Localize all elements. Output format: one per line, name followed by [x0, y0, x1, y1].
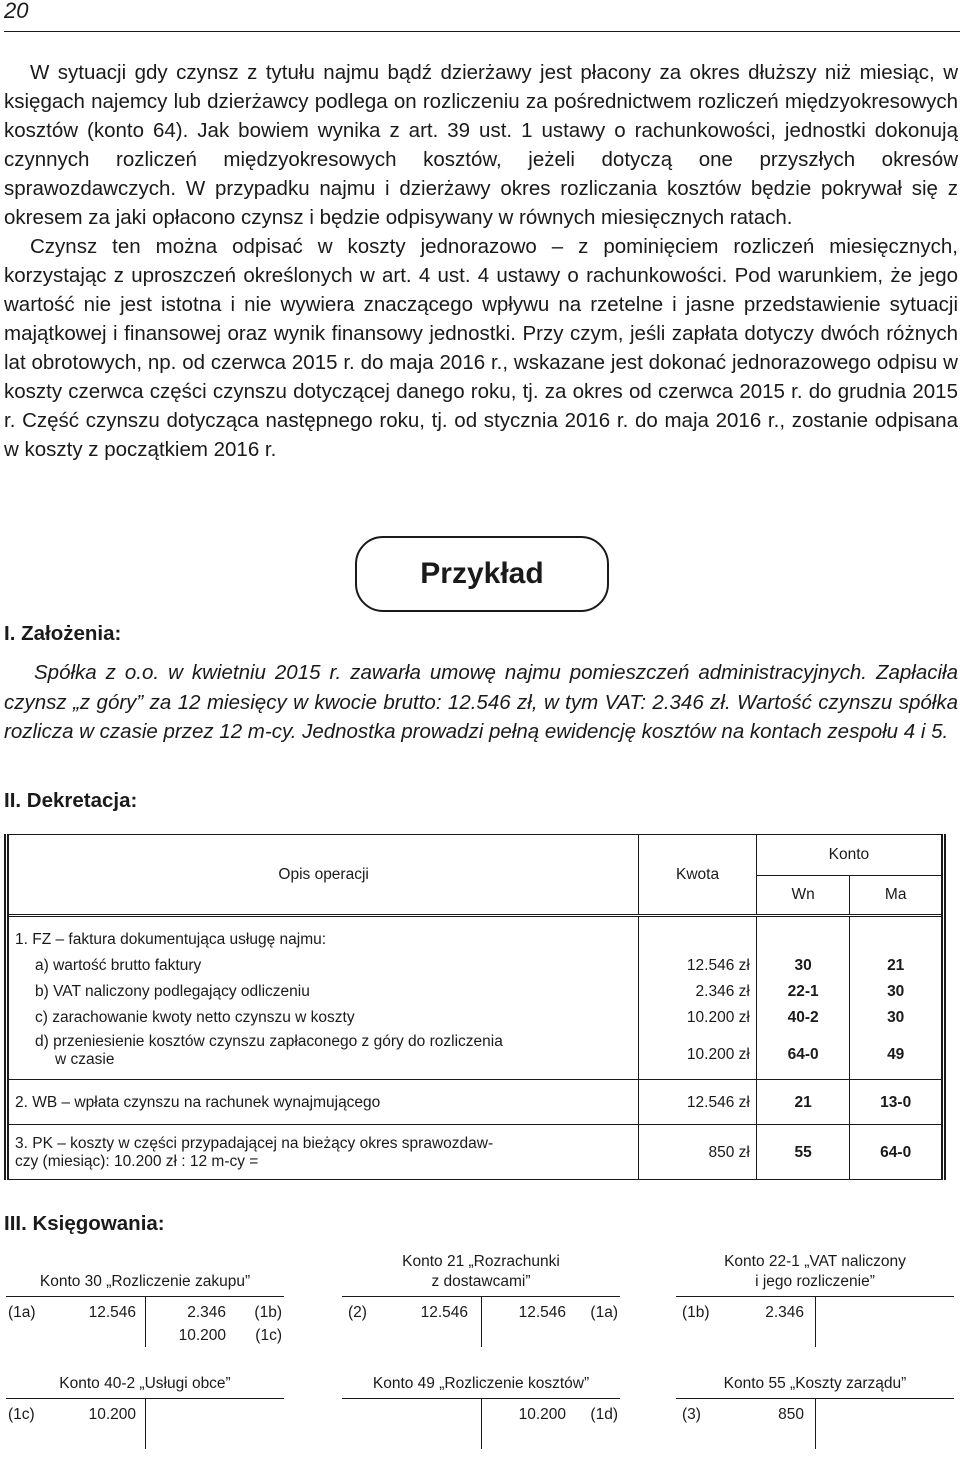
credit-value: 12.546 [518, 1304, 566, 1321]
debit-value: 10.200 [88, 1406, 136, 1423]
example-box [355, 536, 609, 612]
header-rule [4, 31, 960, 32]
operation-amount: 2.346 zł [639, 979, 757, 1005]
debit-ref: (1b) [682, 1304, 710, 1321]
debit-account: 30 [756, 953, 850, 979]
t-account-title: Konto 55 „Koszty zarządu” [676, 1352, 954, 1399]
t-account-title: Konto 22-1 „VAT naliczony i jego rozliczenie” [676, 1250, 954, 1297]
debit-account: 40-2 [756, 1005, 850, 1031]
credit-ref: (1a) [590, 1304, 618, 1321]
t-account-title: Konto 21 „Rozrachunki z dostawcami” [342, 1250, 620, 1297]
credit-account: 49 [850, 1031, 944, 1080]
body-text [4, 58, 958, 464]
table-row [7, 1125, 944, 1180]
debit-account: 55 [756, 1125, 850, 1180]
operation-description-line: d) przeniesienie kosztów czynszu zapłaconego z góry do rozliczenia [35, 1033, 503, 1050]
debit-value: 2.346 [765, 1304, 804, 1321]
credit-account: 30 [887, 1009, 905, 1026]
debit-ref: (1c) [8, 1406, 35, 1423]
paragraph: Czynsz ten można odpisać w koszty jednorazowo – z pominięciem rozliczeń miesięcznych, korzystając z uproszczeń określonych w art. 4 ust. 4 ustawy o rachunkowości. Pod warunkiem, że jego wartość nie jest istotna i nie wywiera znaczącego wpływu na rzetelne i jasne przedstawienie sytuacji majątkowej i finansowej oraz wynik finansowy jednostki. Przy czym, jeśli zapłata dotyczy dwóch różnych lat obrotowych, np. od czerwca 2015 r. do maja 2016 r., wskazane jest dokonać jednorazowego odpisu w koszty czerwca części czynszu dotyczącej danego roku, tj. za okres od czerwca 2015 r. do grudnia 2015 r. Część czynszu dotycząca następnego roku, tj. od stycznia 2016 r. do maja 2016 r., zostanie odpisana w koszty z początkiem 2016 r. [4, 235, 958, 461]
operation-description-line: czy (miesiąc): 10.200 zł : 12 m-cy = [15, 1153, 259, 1170]
t-account-30 [6, 1250, 284, 1347]
table-row [7, 916, 944, 954]
section-heading-postings: III. Księgowania: [4, 1212, 165, 1235]
debit-value: 12.546 [88, 1304, 136, 1321]
table-row [7, 953, 944, 979]
debit-account: 64-0 [756, 1031, 850, 1080]
t-account-40-2 [6, 1352, 284, 1449]
credit-value: 2.346 [187, 1304, 226, 1321]
t-account-55 [676, 1352, 954, 1449]
decree-table [4, 834, 946, 1180]
t-account-title: Konto 30 „Rozliczenie zakupu” [6, 1250, 284, 1297]
operation-description: a) wartość brutto faktury [35, 957, 202, 974]
example-label: Przykład [420, 557, 544, 590]
page-number: 20 [4, 0, 29, 23]
operation-amount: 850 zł [639, 1125, 757, 1180]
operation-group-title: 1. FZ – faktura dokumentująca usługę najmu: [15, 931, 327, 948]
operation-description: b) VAT naliczony podlegający odliczeniu [35, 983, 310, 1000]
header-description: Opis operacji [7, 835, 639, 916]
operation-description: c) zarachowanie kwoty netto czynszu w koszty [35, 1009, 355, 1026]
operation-description [7, 1125, 639, 1180]
debit-value: 850 [778, 1406, 804, 1423]
debit-ref: (3) [682, 1406, 701, 1423]
operation-amount: 10.200 zł [639, 1005, 757, 1031]
t-account-49 [342, 1352, 620, 1449]
credit-account: 21 [887, 957, 905, 974]
t-account-22-1 [676, 1250, 954, 1347]
credit-ref: (1d) [590, 1406, 618, 1423]
credit-ref: (1b) [254, 1304, 282, 1321]
credit-account: 30 [887, 983, 905, 1000]
table-row [7, 1080, 944, 1125]
debit-value: 12.546 [420, 1304, 468, 1321]
operation-description [7, 1031, 639, 1080]
operation-description: 2. WB – wpłata czynszu na rachunek wynajmującego [7, 1080, 639, 1125]
credit-value: 10.200 [518, 1406, 566, 1423]
header-amount: Kwota [639, 835, 757, 916]
credit-ref: (1c) [255, 1327, 282, 1344]
debit-account: 21 [756, 1080, 850, 1125]
t-account-title: Konto 40-2 „Usługi obce” [6, 1352, 284, 1399]
debit-ref: (1a) [8, 1304, 36, 1321]
operation-amount: 12.546 zł [639, 953, 757, 979]
table-row [7, 979, 944, 1005]
t-account-title: Konto 49 „Rozliczenie kosztów” [342, 1352, 620, 1399]
debit-account: 22-1 [756, 979, 850, 1005]
section-heading-assumptions: I. Założenia: [4, 622, 122, 645]
paragraph: W sytuacji gdy czynsz z tytułu najmu bądź dzierżawy jest płacony za okres dłuższy niż miesiąc, w księgach najemcy lub dzierżawcy podlega on rozliczeniu za pośrednictwem rozliczeń międzyokresowych kosztów (konto 64). Jak bowiem wynika z art. 39 ust. 1 ustawy o rachunkowości, jednostki dokonują czynnych rozliczeń międzyokresowych kosztów, jeżeli dotyczą one przyszłych okresów sprawozdawczych. W przypadku najmu i dzierżawy okres rozliczania kosztów będzie pokrywał się z okresem za jaki opłacono czynsz i będzie odpisywany w równych miesięcznych ratach. [4, 61, 958, 229]
t-account-21 [342, 1250, 620, 1347]
operation-amount: 12.546 zł [639, 1080, 757, 1125]
section-heading-decree: II. Dekretacja: [4, 789, 138, 812]
credit-account: 64-0 [880, 1144, 912, 1161]
operation-amount: 10.200 zł [639, 1031, 757, 1080]
table-row [7, 1005, 944, 1031]
table-row [7, 1031, 944, 1080]
operation-description-line: 3. PK – koszty w części przypadającej na bieżący okres sprawozdaw- [15, 1135, 494, 1152]
credit-value: 10.200 [178, 1327, 226, 1344]
debit-ref: (2) [348, 1304, 367, 1321]
header-debit: Wn [756, 876, 850, 916]
header-account: Konto [756, 835, 943, 876]
header-credit: Ma [850, 876, 944, 916]
credit-account: 13-0 [850, 1080, 944, 1125]
assumptions-text: Spółka z o.o. w kwietniu 2015 r. zawarła umowę najmu pomieszczeń administracyjnych. Zapłaciła czynsz „z góry” za 12 miesięcy w kwocie brutto: 12.546 zł, w tym VAT: 2.346 zł. Wartość czynszu spółka rozlicza w czasie przez 12 m-cy. Jednostka prowadzi pełną ewidencję kosztów na kontach zespołu 4 i 5. [4, 661, 958, 743]
operation-description-line: w czasie [55, 1051, 115, 1068]
